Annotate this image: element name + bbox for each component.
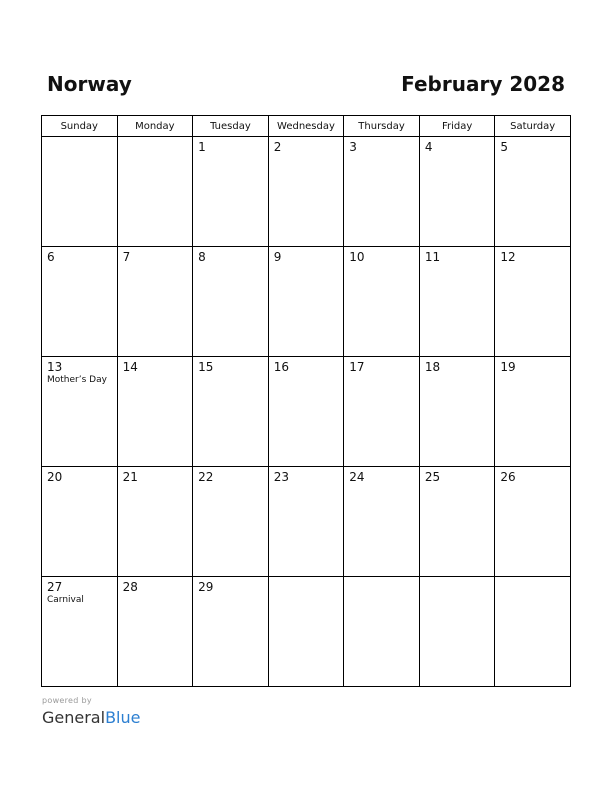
- day-number: 17: [349, 360, 365, 374]
- day-cell: [193, 467, 269, 577]
- day-number: 28: [122, 580, 138, 594]
- day-cell: [117, 577, 193, 687]
- day-number: 12: [500, 250, 516, 264]
- footer-branding: [42, 696, 140, 728]
- day-cell: [495, 137, 571, 247]
- day-cell: [193, 137, 269, 247]
- day-cell: [344, 357, 420, 467]
- day-cell: [495, 577, 571, 687]
- day-cell: [268, 357, 344, 467]
- day-number: 6: [47, 250, 55, 264]
- day-cell: [419, 357, 495, 467]
- day-cell: [42, 467, 118, 577]
- day-number: 26: [500, 470, 516, 484]
- day-cell: [268, 137, 344, 247]
- day-cell: [42, 137, 118, 247]
- day-cell: [419, 137, 495, 247]
- day-cell: [193, 577, 269, 687]
- day-cell: [419, 467, 495, 577]
- day-number: 10: [349, 250, 365, 264]
- day-cell: [419, 247, 495, 357]
- day-number: 16: [273, 360, 289, 374]
- day-cell: [42, 577, 118, 687]
- powered-by-label: powered by: [42, 696, 92, 705]
- day-number: 9: [273, 250, 282, 264]
- weekday-saturday: Saturday: [495, 116, 571, 137]
- week-row: [42, 137, 571, 247]
- day-number: 11: [424, 250, 441, 264]
- day-cell: [193, 247, 269, 357]
- brand-blue-text: Blue: [105, 708, 141, 727]
- day-cell: [344, 467, 420, 577]
- weekday-friday: Friday: [419, 116, 495, 137]
- day-cell: [117, 357, 193, 467]
- day-number: 7: [122, 250, 131, 264]
- day-cell: [117, 467, 193, 577]
- week-row: [42, 247, 571, 357]
- day-number: 27: [47, 580, 63, 594]
- weekday-wednesday: Wednesday: [268, 116, 344, 137]
- day-number: 14: [122, 360, 138, 374]
- week-row: [42, 467, 571, 577]
- day-number: 4: [424, 140, 433, 154]
- day-number: 22: [198, 470, 214, 484]
- day-number: 15: [198, 360, 214, 374]
- day-cell: [268, 577, 344, 687]
- day-number: 5: [500, 140, 509, 154]
- day-cell: [344, 577, 420, 687]
- day-cell: [495, 357, 571, 467]
- country-title: Norway: [47, 72, 132, 96]
- day-number: 20: [47, 470, 63, 484]
- day-cell: [344, 247, 420, 357]
- day-number: 19: [500, 360, 516, 374]
- day-cell: [495, 247, 571, 357]
- day-cell: [193, 357, 269, 467]
- day-cell: [344, 137, 420, 247]
- day-number: 3: [349, 140, 357, 154]
- day-number: 1: [198, 140, 206, 154]
- weekday-tuesday: Tuesday: [193, 116, 269, 137]
- day-number: 2: [273, 140, 282, 154]
- week-row: [42, 357, 571, 467]
- day-cell: [419, 577, 495, 687]
- day-number: 25: [424, 470, 441, 484]
- calendar-grid: [41, 115, 571, 687]
- weekday-thursday: Thursday: [344, 116, 420, 137]
- day-cell: [117, 247, 193, 357]
- day-cell: [42, 247, 118, 357]
- weekday-monday: Monday: [117, 116, 193, 137]
- day-number: 8: [198, 250, 206, 264]
- day-cell: [268, 247, 344, 357]
- weekday-sunday: Sunday: [42, 116, 118, 137]
- day-number: 13: [47, 360, 63, 374]
- holiday-label: Carnival: [47, 595, 84, 605]
- day-number: 29: [198, 580, 214, 594]
- day-cell: [117, 137, 193, 247]
- brand-general-text: General: [42, 708, 106, 727]
- day-number: 24: [349, 470, 365, 484]
- week-row: [42, 577, 571, 687]
- day-cell: [42, 357, 118, 467]
- day-number: 21: [122, 470, 138, 484]
- day-cell: [495, 467, 571, 577]
- generalblue-logo: [42, 708, 140, 728]
- day-number: 23: [273, 470, 289, 484]
- day-cell: [268, 467, 344, 577]
- holiday-label: Mother’s Day: [47, 375, 107, 385]
- day-number: 18: [424, 360, 441, 374]
- month-title: February 2028: [401, 72, 565, 96]
- weekday-header-row: [42, 116, 571, 137]
